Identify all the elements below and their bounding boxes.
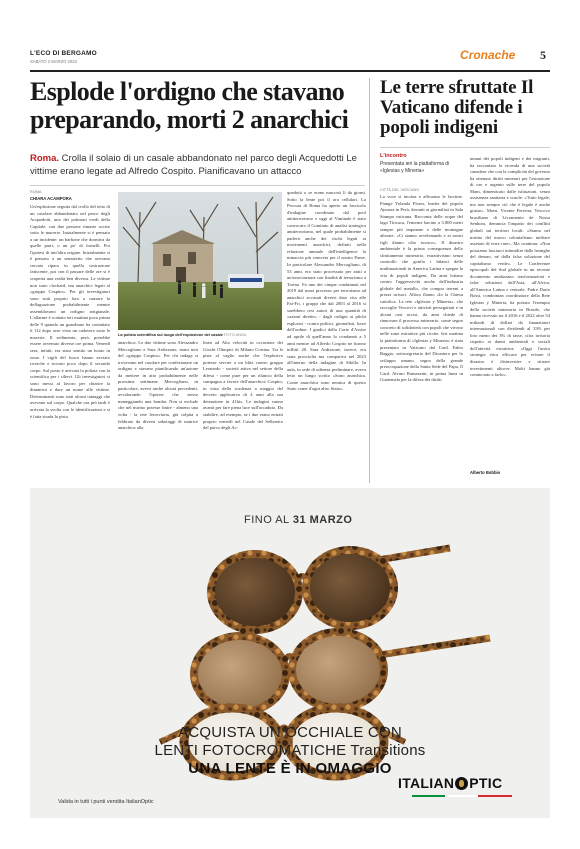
side-dateline: CITTÀ DEL VATICANO bbox=[380, 188, 420, 192]
main-headline: Esplode l'ordigno che stavano preparando, morti 2 anarchici bbox=[30, 77, 349, 134]
top-divider bbox=[30, 70, 550, 72]
promo-date: 31 MARZO bbox=[292, 514, 353, 526]
ad-offer-line-2: LENTI FOTOCROMATICHE Transitions bbox=[154, 742, 426, 759]
side-kicker: L'incontro bbox=[380, 153, 407, 159]
main-article-column-4: quedotti o se erano nascosti lì da giorni. Sotto la lente poi il ora cellulari. La Procura di Roma ha aperto un fascicolo d'indagine coordinato dal pool antiterrorismo e oggi al Viminale è stato convocato il Comitato di analisi strategica antiterrorismo, nel quale probabilmente si parlerà anche dei rischi legati ai movimenti anarchici, definiti nella relazione annuale dell'intelligence la minaccia più concreta per il nostro Paese. In particolare Alessandro Mercogliano, di 53 anni, era stato processato per aiuti a un'associazione con finalità di terrorismo a Torino. Fa uno dei cinque condannati nel 2019 dal maxi processo per terrorismo ad anarchici accusati diversi dato vita alle Fai-Fri, i gruppi che dal 2003 al 2016 si sarebbero resi autori di una quantità di «azioni dirette» - dagli ordigni ai plichi esplosivi - contro politici, giornalisti, forze dell'ordine. I giudici della Corte d'Assise ad aprile di quell'anno lo condannò a 5 anni mentre ad Alfredo Cospito ne furono inflitti 20. Sara Ardizzone, invece, era stata prosciolta ma compariva nel 2023 all'interno della indagine di Sibilla. In aula, in sede di udienza preliminare, aveva letto un lungo scritto «Sono anarchica. Come anarchica sono nemica di questo Stato come d'ogni altro Stato». bbox=[287, 190, 366, 392]
ad-offer-line-3: UNA LENTE È IN OMAGGIO bbox=[188, 760, 392, 777]
main-article-column-2: anarchica. Le due vittime sono Alessandro Mercogliano e Sara Ardizzone, nomi noti del «gruppo Cospito». Per chi indaga si trovavano nel casolare per confezionare un ordigno e stavano pianificando un'azione da mettere in atto probabilmente nelle prossime settimane. Mercogliano, in particolare, aveva anche alcuni precedenti, avvalorando l'ipotesi che stesse maneggiando una bomba. Non si esclude che nel mirino potesse finire - almeno una volta - la rete ferroviaria, già colpita a febbraio da diversi sabotaggi di matrice anarchica alla bbox=[118, 340, 198, 431]
page-number: 5 bbox=[540, 48, 546, 62]
side-divider bbox=[380, 147, 550, 148]
main-deck bbox=[30, 153, 370, 178]
caption-text: La polizia scientifica sul luogo dell'esplosione del casale bbox=[118, 332, 223, 337]
ad-validity-note: Valida in tutti i punti vendita ItalianOptic bbox=[58, 799, 154, 805]
column-divider bbox=[369, 78, 370, 483]
logo-tricolor-bar bbox=[412, 795, 512, 797]
issue-date: SABATO 2 MARZO 2024 bbox=[30, 59, 77, 64]
ad-offer-line-1: ACQUISTA UN OCCHIALE CON bbox=[178, 724, 402, 741]
promo-prefix: FINO AL bbox=[244, 514, 293, 526]
side-subhead: Presentata ieri la piattaforma di «Iglesias y Mineria» bbox=[380, 161, 450, 174]
side-author: Alberto Bobbio bbox=[470, 470, 501, 475]
deck-divider bbox=[30, 185, 365, 186]
italianoptic-logo bbox=[398, 775, 502, 791]
section-name: Cronache bbox=[460, 48, 516, 62]
logo-left-text: ITALIAN bbox=[398, 775, 455, 791]
side-article-column-1: La voce si incrina e affiorano le lacrime. Piange Yolanda Flores, leader del popolo Aymara in Perù, davanti ai giornalisti in Sala Stampa vaticana. Racconta delle acque del lago Titicaca, l'enorme bacino a 3.800 metri sempre più inquinate e delle montagne alterate. «Ci stanno avvelenando e ai nostri figli diamo cibo tossico». Il disastro ambientale è la prima conseguenza dello sfruttamento minerario, estrattivismo senza controllo che gonfia i bilanci delle multinazionali in America Latina e spegne la vita di popoli indigeni. Da anni lottano contro l'aggressività anche dell'industria globale del metallo, che compra terreni a prezzi irrisori. Allora flanno «Io la Chiesa cattolica. La rete «Iglesias y Mineria», che raccoglie Vescovi e attivisti perseguitati e in alcuni casi uccisi, da anni chiede di rinnovare il processo minerario, come segno concreto di solidarietà con popoli che vivono nelle zone estrattive più ricche. Ieri mattina la piattaforma di «Iglesias y Mineria» è stata presentata in Vaticano dal Card. Fabio Baggio, sottosegretario del Dicastero per lo sviluppo umano, segno della grande preoccupazione della Santa Sede del Papa, Il Card. Alvaro Ramazzini, in prima linea in Guatemala per la difesa dei diritti bbox=[380, 194, 463, 383]
side-headline: Le terre sfruttate Il Vaticano difende i popoli indigeni bbox=[380, 77, 534, 138]
news-photo bbox=[118, 192, 282, 330]
photo-caption bbox=[118, 332, 282, 337]
main-article-column-3: linea ad Alta velocità in occasione dei Giochi Olimpici di Milano Cortina. Tra le piste al vaglio anche che l'esplosivo potesse servire a un blitz contro gruppo Leonardo - società attiva nel settore della difesa - come pure per un rilancio della campagna a favore dell'anarchico Cospito, in vista della scadenza a maggio del decreto applicativo di 4 anni alla sua detenzione in 41bis. Le indagini vanno avanti per fare piena luce sull'accaduto. Da stabilire, ad esempio, se i due erano entrati proprio venerdì nel Casale del Sellaretto del parco degli Ac- bbox=[203, 340, 283, 431]
side-article-column-2: umani dei popoli indigeni e dei migranti, ha raccontato la vicenda di una società canadese che con la complicità del governo ha ottenuto diritti minerari per l'estrazione di oro e argento sulle terre del popolo Mam, dimenticato dalle istituzioni, senza assistenza sanitaria e scuole: «Tutto legale, ma non sempre ciò che è legale è anche giusto». Mons. Vicente Ferreira, Vescovo brasiliano di Livramento de Nossa Senhora, denuncia l'impatto dei conflitti globali sui territori locali: «Siamo nel mirino del nuovo colonialismo militare assetato di terre rare». Ma continua: «Non possiamo lasciarci intimidire dalle lusinghe del denaro, né dalla falsa soluzione del capitalismo verde». Le Conferenze episcopali del Sud globale in un recente documento analizzano trasformazioni e false soluzioni dall'Asia, all'Africa, all'America Latina e centrale. Padre Dario Bossi, combonian coordinatore della Rete Iglesias y Mineria, ha portato l'esempio della società mineraria in Brasile, che hanno ricevuto tra il 2016 e il 2022 oltre 54 miliardi di dollari da finanziatori internazionali con dividendi al 33% per loro meno dei 3% di tasse, cifra irrisoria rispetto ai danni ambientali e sociali dell'attività estrattiva: «Oggi l'unica strategia etica efficace per evitare il disastro è disinvestire e ritirare investimenti altrove. Molti hanno già cominciato a farlo». bbox=[470, 156, 550, 378]
newspaper-masthead: L'ECO DI BERGAMO bbox=[30, 50, 97, 57]
main-dateline: ROMA bbox=[30, 190, 42, 194]
logo-o-mark-icon bbox=[455, 777, 468, 790]
main-author: CHIARA ACAMPORA bbox=[30, 196, 72, 201]
main-article-column-1: Un'esplosione seguita dal crollo del tetto di un casolare abbandonato nel parco degli Acquedotti, uno dei polmoni verdi della Capitale, con due persone rimaste uccise sotto le macerie. Inizialmente si è pensato a un incidente: un barbone che dormiva da quelle parti, o un po' di fornelli. Poi l'ipotesi di tutt'altra origine. Inizialmente si è pensato a un senzatetto che avevano cercato riparo in quella costruzione fatiscente, poi con il passare delle ore si è scoperta una realtà ben diversa. Le vittime non sono clochard, ma anarchici legati al «gruppo Cospito». Per gli investigatori sono stati proprio loro a causare la deflagrazione probabilmente mentre assemblavano un ordigno artigianale. L'allarme è scattato ieri mattina poco prima delle 9 quando un guardiano ha contattato il 112 dopo aver visto un cadavere sotto le macerie. Il sedimento, però, potrebbe essere avvenuto diverse ore prima. Venerdì sera, infatti, era stato sentito un boato in zona. I vigili del fuoco hanno avviato ricerche e trovato poco dopo il secondo corpo. Sul posto è arrivata la polizia con la scientifica per i rilievi. Gli investigatori si sono messi al lavoro per chiarire la dinamica e dare un nome alle vittime. Determinanti sono stati alcuni tatuaggi che avevano sul corpo. Qualche ora più tardi è arrivata la svolta con le identificazioni e si è fatta strada la pista bbox=[30, 204, 110, 419]
deck-city: Roma. bbox=[30, 153, 60, 164]
casale-scene-image bbox=[118, 192, 282, 330]
photo-credit: FOTO ANSA bbox=[224, 332, 247, 337]
logo-right-text: PTIC bbox=[469, 775, 503, 791]
deck-text: Crolla il solaio di un casale abbandonato nel parco degli Acquedotti Le vittime erano legate ad Alfredo Cospito. Pianificavano un attacco bbox=[30, 153, 357, 177]
promo-deadline bbox=[244, 514, 352, 526]
